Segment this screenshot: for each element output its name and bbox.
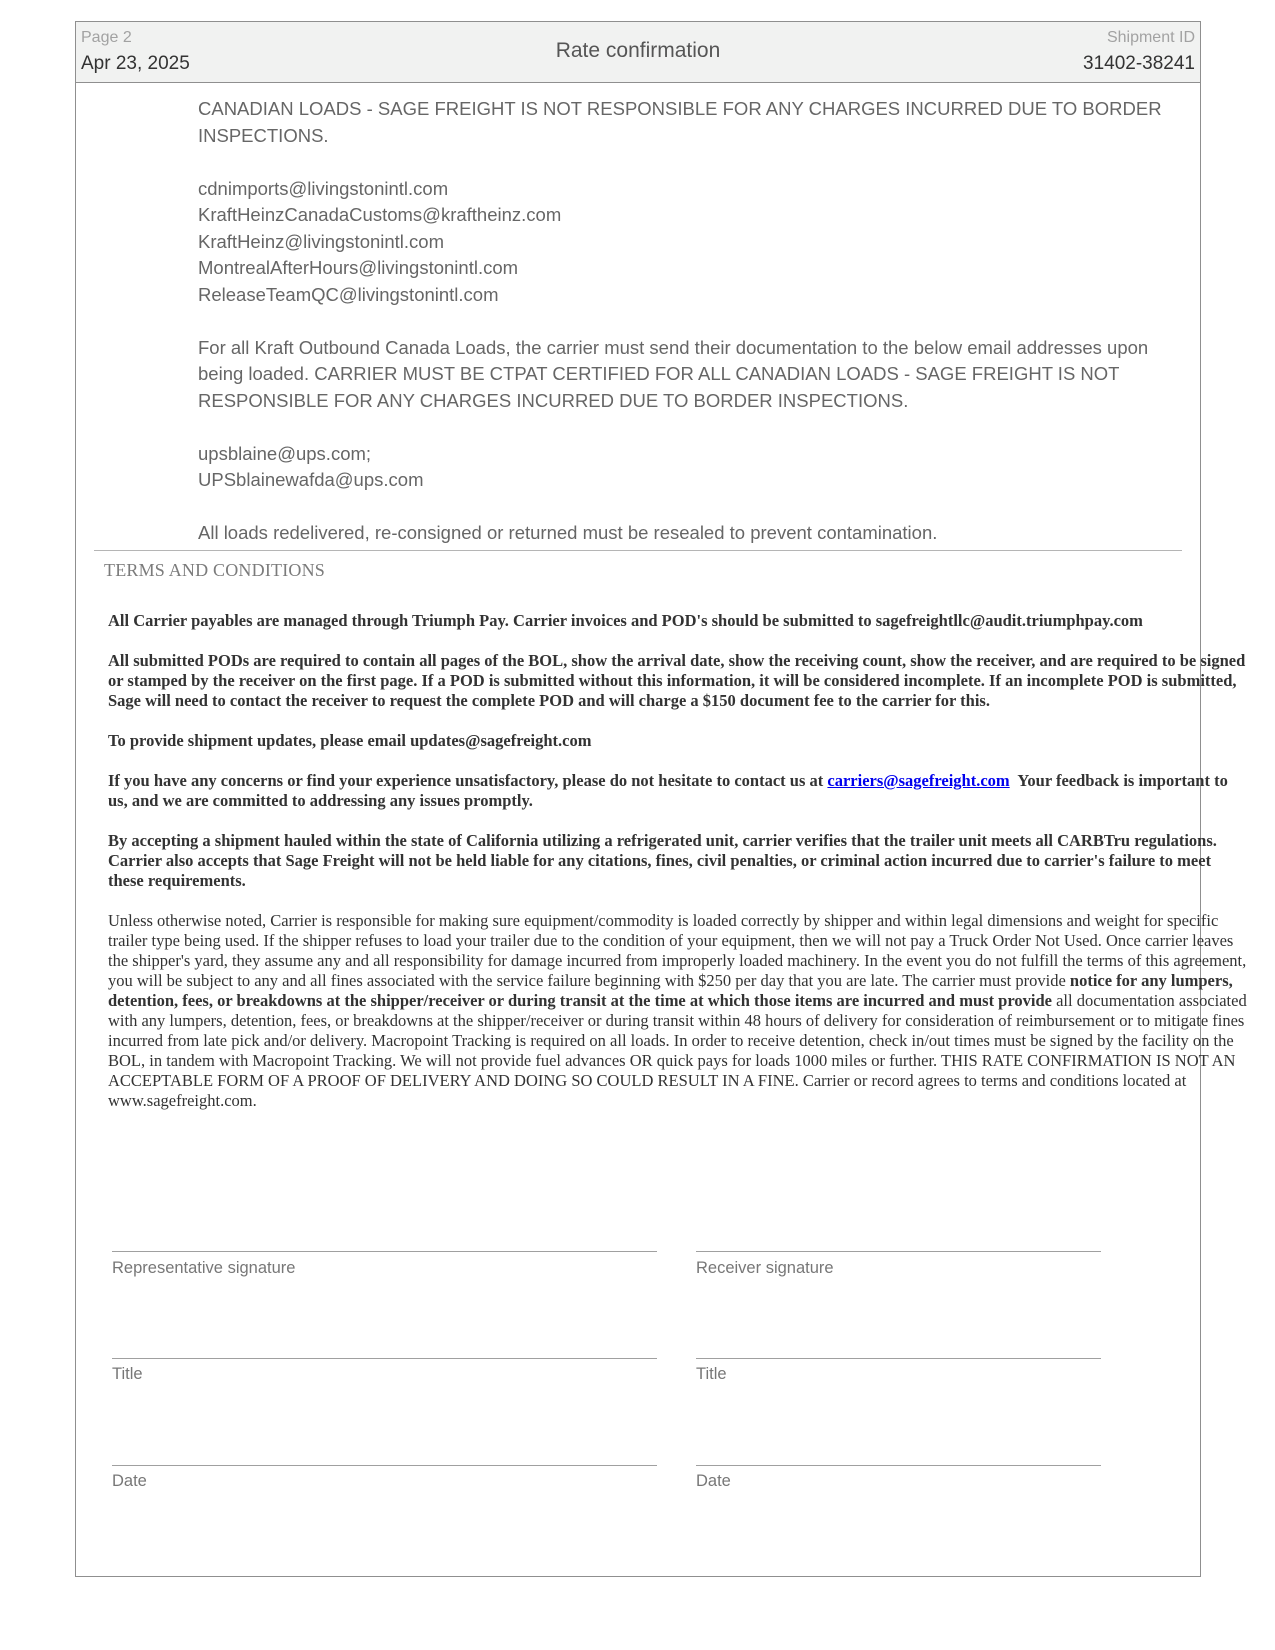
section-divider	[94, 550, 1182, 551]
email-address: ReleaseTeamQC@livingstonintl.com	[198, 283, 499, 305]
document-frame	[75, 21, 1247, 1577]
email-address: cdnimports@livingstonintl.com	[198, 177, 449, 199]
representative-date-line[interactable]	[112, 1465, 657, 1466]
email-address: UPSblainewafda@ups.com	[198, 469, 424, 490]
general-terms-text-post: all documentation associated with any lumpers, detention, fees, or breakdowns at the shipper/receiver or during transit within 48 hours of delivery for consideration of reimbursement or to mitigate fines incurred from late pick and/or delivery. Macropoint Tracking is required on all loads. In order to receive detention, check in/out times must be signed by the facility on the BOL, in tandem with Macropoint Tracking. We will not provide fuel advances OR quick pays for loads 1000 miles or further. THIS RATE CONFIRMATION IS NOT AN ACCEPTABLE FORM OF A PROOF OF DELIVERY AND DOING SO COULD RESULT IN A FINE. Carrier or record agrees to terms and conditions located at www.sagefreight.com.	[108, 991, 1247, 1110]
email-address: KraftHeinzCanadaCustoms@kraftheinz.com	[198, 204, 562, 225]
canadian-warning: CANADIAN LOADS - SAGE FREIGHT IS NOT RESPONSIBLE FOR ANY CHARGES INCURRED DUE TO BORDER INSPECTIONS.	[198, 98, 1162, 146]
email-list-ups	[198, 441, 1178, 494]
terms-heading: TERMS AND CONDITIONS	[104, 560, 326, 580]
email-address: KraftHeinz@livingstonintl.com	[198, 230, 445, 252]
document-date: Apr 23, 2025	[81, 53, 190, 74]
shipment-id-label: Shipment ID	[1106, 29, 1195, 46]
concerns-clause	[108, 771, 1248, 811]
receiver-date-line[interactable]	[696, 1465, 1101, 1466]
email-address: upsblaine@ups.com;	[198, 442, 372, 464]
general-terms-text-bold: notice for any lumpers, detention, fees, or breakdowns at the shipper/receiver or during transit at the time at which those items are incurred and must provide	[108, 971, 1233, 1010]
email-address: MontrealAfterHours@livingstonintl.com	[198, 257, 519, 278]
general-terms-text-pre: Unless otherwise noted, Carrier is responsible for making sure equipment/commodity is loaded correctly by shipper and within legal dimensions and weight for specific trailer type being used. If the shipper refuses to load your trailer due to the condition of your equipment, then we will not pay a Truck Order Not Used. Once carrier leaves the shipper's yard, they assume any and all responsibility for damage incurred from improperly loaded machinery. In the event you do not fulfill the terms of this agreement, you will be subject to any and all fines associated with the service failure beginning with $250 per day that you are late. The carrier must provide	[108, 911, 1247, 990]
special-instructions	[198, 96, 1178, 547]
kraft-outbound-instructions: For all Kraft Outbound Canada Loads, the carrier must send their documentation to the below email addresses upon being loaded. CARRIER MUST BE CTPAT CERTIFIED FOR ALL CANADIAN LOADS - SAGE FREIGHT IS NOT RESPONSIBLE FOR ANY CHARGES INCURRED DUE TO BORDER INSPECTIONS.	[198, 336, 1149, 411]
triumph-pay-text: All Carrier payables are managed through Triumph Pay. Carrier invoices and POD's should be submitted to sagefreightllc@audit.triumphpay.com	[108, 611, 1143, 630]
shipment-updates-text: To provide shipment updates, please email updates@sagefreight.com	[108, 731, 592, 750]
pod-requirements-text: All submitted PODs are required to contain all pages of the BOL, show the arrival date, show the receiving count, show the receiver, and are required to be signed or stamped by the receiver on the first page. If a POD is submitted without this information, it will be considered incomplete. If an incomplete POD is submitted, Sage will need to contact the receiver to request the complete POD and will charge a $150 document fee to the carrier for this.	[108, 651, 1246, 710]
california-clause	[108, 831, 1248, 891]
representative-title-line[interactable]	[112, 1358, 657, 1359]
page-number-label: Page 2	[81, 29, 132, 46]
shipment-id-value: 31402-38241	[1083, 53, 1195, 74]
page-header	[76, 22, 1200, 83]
receiver-title-label: Title	[696, 1365, 727, 1383]
reseal-notice: All loads redelivered, re-consigned or returned must be resealed to prevent contamination.	[198, 522, 938, 543]
receiver-date-label: Date	[696, 1472, 731, 1490]
representative-date-label: Date	[112, 1472, 147, 1490]
representative-title-label: Title	[112, 1365, 143, 1383]
email-list-livingston	[198, 176, 1178, 309]
receiver-signature-line[interactable]	[696, 1251, 1101, 1252]
document-title: Rate confirmation	[555, 39, 721, 62]
carriers-email-link[interactable]: carriers@sagefreight.com	[827, 771, 1010, 790]
representative-signature-line[interactable]	[112, 1251, 657, 1252]
terms-body	[108, 611, 1248, 1131]
california-text: By accepting a shipment hauled within the state of California utilizing a refrigerated unit, carrier verifies that the trailer unit meets all CARBTru regulations. Carrier also accepts that Sage Freight will not be held liable for any citations, fines, civil penalties, or criminal action incurred due to carrier's failure to meet these requirements.	[108, 831, 1217, 890]
concerns-text-pre: If you have any concerns or find your experience unsatisfactory, please do not hesitate to contact us at	[108, 771, 824, 790]
pod-requirements-clause	[108, 651, 1248, 711]
shipment-updates-clause	[108, 731, 1248, 751]
concerns-text-post: Your feedback is important to us, and we are committed to addressing any issues promptly.	[108, 771, 1228, 810]
receiver-signature-label: Receiver signature	[696, 1259, 834, 1277]
general-terms-clause	[108, 911, 1248, 1111]
representative-signature-label: Representative signature	[112, 1259, 296, 1277]
triumph-pay-clause	[108, 611, 1248, 631]
receiver-title-line[interactable]	[696, 1358, 1101, 1359]
